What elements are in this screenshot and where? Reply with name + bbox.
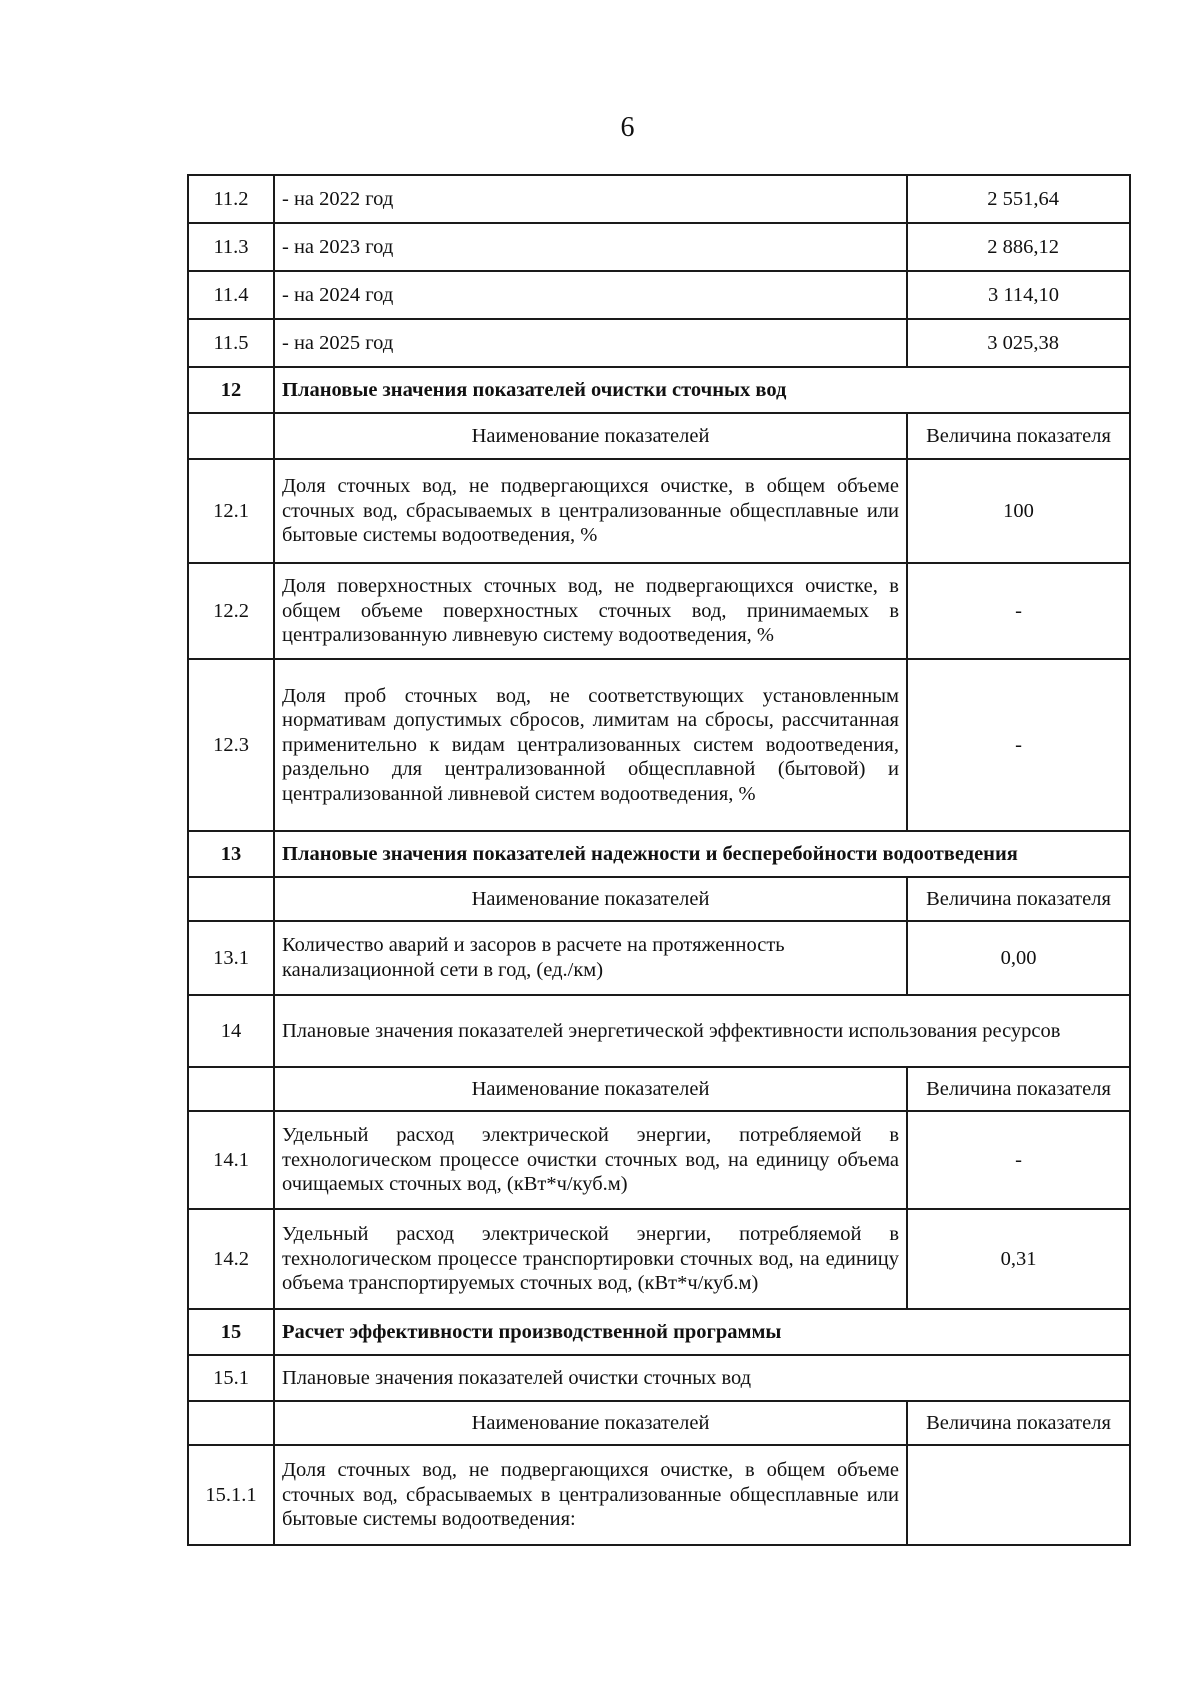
table-row — [188, 659, 1130, 831]
subsection-title: Плановые значения показателей очистки сточных вод — [274, 1355, 1130, 1401]
section-number: 15 — [188, 1309, 274, 1355]
column-header-row — [188, 1401, 1130, 1445]
row-text: Количество аварий и засоров в расчете на протяженность канализационной сети в год, (ед./км) — [274, 921, 907, 995]
row-number: 14.2 — [188, 1209, 274, 1309]
subsection-number: 15.1 — [188, 1355, 274, 1401]
row-value: - — [907, 563, 1130, 659]
section-header-row — [188, 831, 1130, 877]
row-text: Удельный расход электрической энергии, потребляемой в технологическом процессе транспортировки сточных вод, на единицу объема транспортируемых сточных вод, (кВт*ч/куб.м) — [274, 1209, 907, 1309]
row-number: 14.1 — [188, 1111, 274, 1209]
table-row — [188, 319, 1130, 367]
row-number: 11.3 — [188, 223, 274, 271]
section-number: 12 — [188, 367, 274, 413]
table-row — [188, 271, 1130, 319]
table-row — [188, 459, 1130, 563]
row-label: - на 2023 год — [274, 223, 907, 271]
column-header-value: Величина показателя — [907, 1401, 1130, 1445]
row-label: - на 2022 год — [274, 175, 907, 223]
row-value: 2 551,64 — [907, 175, 1130, 223]
row-value — [907, 1445, 1130, 1545]
row-label: - на 2024 год — [274, 271, 907, 319]
row-number: 13.1 — [188, 921, 274, 995]
table-row — [188, 1111, 1130, 1209]
row-value: 0,00 — [907, 921, 1130, 995]
section-title: Плановые значения показателей энергетической эффективности использования ресурсов — [274, 995, 1130, 1067]
column-header-value: Величина показателя — [907, 413, 1130, 459]
row-text: Доля сточных вод, не подвергающихся очистке, в общем объеме сточных вод, сбрасываемых в централизованные общесплавные или бытовые системы водоотведения: — [274, 1445, 907, 1545]
table-row — [188, 175, 1130, 223]
table-row — [188, 563, 1130, 659]
section-title: Плановые значения показателей надежности и бесперебойности водоотведения — [274, 831, 1130, 877]
subsection-header-row — [188, 1355, 1130, 1401]
column-header-row — [188, 413, 1130, 459]
section-title: Расчет эффективности производственной программы — [274, 1309, 1130, 1355]
section-title: Плановые значения показателей очистки сточных вод — [274, 367, 1130, 413]
row-value: 2 886,12 — [907, 223, 1130, 271]
table-row — [188, 223, 1130, 271]
row-number: 12.3 — [188, 659, 274, 831]
row-label: - на 2025 год — [274, 319, 907, 367]
column-header-row — [188, 877, 1130, 921]
column-header-value: Величина показателя — [907, 877, 1130, 921]
row-value: 100 — [907, 459, 1130, 563]
row-text: Доля проб сточных вод, не соответствующих установленным нормативам допустимых сбросов, лимитам на сбросы, рассчитанная применительно к видам централизованных систем водоотведения, раздельно для централизованной общесплавной (бытовой) и централизованной ливневой систем водоотведения, % — [274, 659, 907, 831]
row-text: Удельный расход электрической энергии, потребляемой в технологическом процессе очистки сточных вод, на единицу объема очищаемых сточных вод, (кВт*ч/куб.м) — [274, 1111, 907, 1209]
section-header-row — [188, 995, 1130, 1067]
row-value: 3 114,10 — [907, 271, 1130, 319]
row-text: Доля сточных вод, не подвергающихся очистке, в общем объеме сточных вод, сбрасываемых в централизованные общесплавные или бытовые системы водоотведения, % — [274, 459, 907, 563]
column-header-name: Наименование показателей — [274, 877, 907, 921]
row-number: 11.5 — [188, 319, 274, 367]
row-value: - — [907, 1111, 1130, 1209]
row-number: 12.2 — [188, 563, 274, 659]
indicators-table — [187, 174, 1131, 1546]
column-header-name: Наименование показателей — [274, 1067, 907, 1111]
section-header-row — [188, 1309, 1130, 1355]
column-header-name: Наименование показателей — [274, 1401, 907, 1445]
row-number: 12.1 — [188, 459, 274, 563]
section-number: 13 — [188, 831, 274, 877]
table-row — [188, 1445, 1130, 1545]
row-text: Доля поверхностных сточных вод, не подвергающихся очистке, в общем объеме поверхностных сточных вод, принимаемых в централизованную ливневую систему водоотведения, % — [274, 563, 907, 659]
column-header-value: Величина показателя — [907, 1067, 1130, 1111]
row-number: 11.4 — [188, 271, 274, 319]
page-number: 6 — [620, 112, 635, 143]
section-header-row — [188, 367, 1130, 413]
row-value: 3 025,38 — [907, 319, 1130, 367]
row-number: 11.2 — [188, 175, 274, 223]
section-number: 14 — [188, 995, 274, 1067]
row-value: - — [907, 659, 1130, 831]
column-header-name: Наименование показателей — [274, 413, 907, 459]
row-value: 0,31 — [907, 1209, 1130, 1309]
column-header-row — [188, 1067, 1130, 1111]
row-number: 15.1.1 — [188, 1445, 274, 1545]
table-row — [188, 1209, 1130, 1309]
table-row — [188, 921, 1130, 995]
